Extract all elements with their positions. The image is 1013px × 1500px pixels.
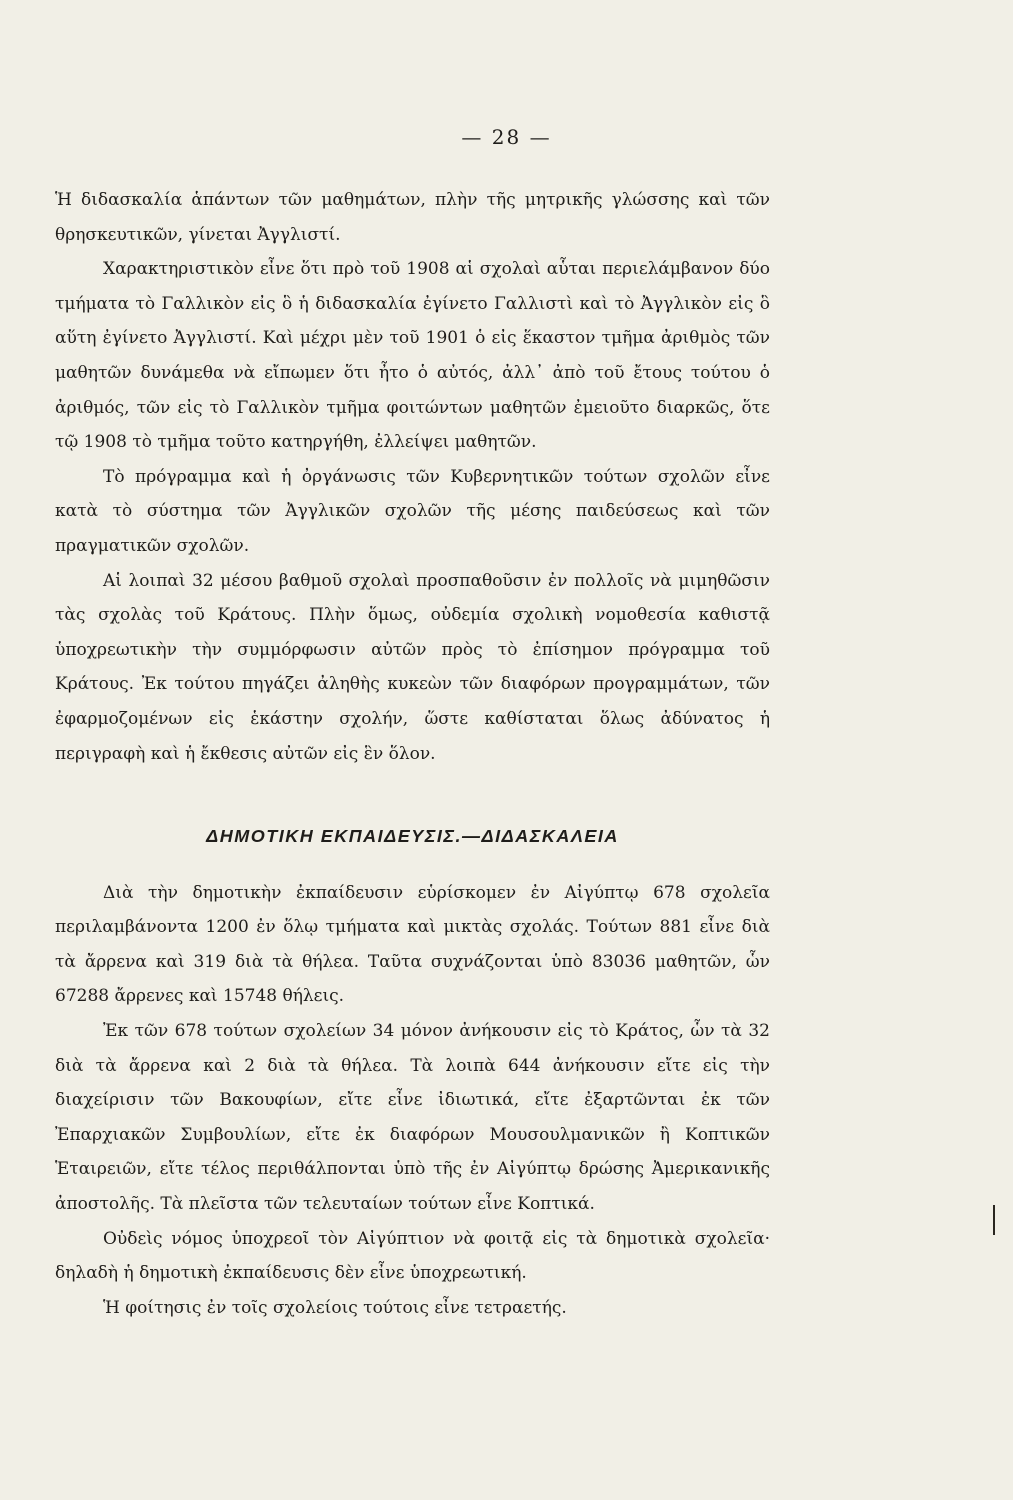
paragraph-5: Διὰ τὴν δημοτικὴν ἐκπαίδευσιν εὑρίσκομεν ἐν Αἰγύπτῳ 678 σχολεῖα περιλαμβάνοντα 1200 ἐν ὅλῳ τμήματα καὶ μικτὰς σχολάς. Τούτων 881 εἶνε διὰ τὰ ἄρρενα καὶ 319 διὰ τὰ θήλεα. Ταῦτα συχνάζονται ὑπὸ 83036 μαθητῶν, ὧν 67288 ἄρρενες καὶ 15748 θήλεις. (55, 882, 770, 1007)
page-body (55, 183, 770, 1325)
paragraph-6: Ἐκ τῶν 678 τούτων σχολείων 34 μόνον ἀνήκουσιν εἰς τὸ Κράτος, ὧν τὰ 32 διὰ τὰ ἄρρενα καὶ 2 διὰ τὰ θήλεα. Τὰ λοιπὰ 644 ἀνήκουσιν εἴτε εἰς τὴν διαχείρισιν τῶν Βακουφίων, εἴτε εἶνε ἰδιωτικά, εἴτε ἐξαρτῶνται ἐκ τῶν Ἐπαρχιακῶν Συμβουλίων, εἴτε ἐκ διαφόρων Μουσουλμανικῶν ἢ Κοπτικῶν Ἑταιρειῶν, εἴτε τέλος περιθάλπονται ὑπὸ τῆς ἐν Αἰγύπτῳ δρώσης Ἀμερικανικῆς ἀποστολῆς. Τὰ πλεῖστα τῶν τελευταίων τούτων εἶνε Κοπτικά. (55, 1021, 770, 1215)
page-number: — 28 — (461, 125, 552, 149)
paragraph-4: Αἱ λοιπαὶ 32 μέσου βαθμοῦ σχολαὶ προσπαθοῦσιν ἐν πολλοῖς νὰ μιμηθῶσιν τὰς σχολὰς τοῦ Κράτους. Πλὴν ὅμως, οὐδεμία σχολικὴ νομοθεσία καθιστᾷ ὑποχρεωτικὴν τὴν συμμόρφωσιν αὐτῶν πρὸς τὸ ἐπίσημον πρόγραμμα τοῦ Κράτους. Ἐκ τούτου πηγάζει ἀληθὴς κυκεὼν τῶν διαφόρων προγραμμάτων, τῶν ἐφαρμοζομένων εἰς ἑκάστην σχολήν, ὥστε καθίσταται ὅλως ἀδύνατος ἡ περιγραφὴ καὶ ἡ ἔκθεσις αὐτῶν εἰς ἓν ὅλον. (55, 570, 770, 764)
scan-edge-mark (993, 1205, 995, 1235)
paragraph-8: Ἡ φοίτησις ἐν τοῖς σχολείοις τούτοις εἶνε τετραετής. (103, 1297, 567, 1318)
section-heading: ΔΗΜΟΤΙΚΗ ΕΚΠΑΙΔΕΥΣΙΣ.—ΔΙΔΑΣΚΑΛΕΙΑ (206, 826, 619, 847)
paragraph-3: Τὸ πρόγραμμα καὶ ἡ ὀργάνωσις τῶν Κυβερνητικῶν τούτων σχολῶν εἶνε κατὰ τὸ σύστημα τῶν Ἀγγλικῶν σχολῶν τῆς μέσης παιδεύσεως καὶ τῶν πραγματικῶν σχολῶν. (55, 466, 770, 556)
paragraph-1: Ἡ διδασκαλία ἁπάντων τῶν μαθημάτων, πλὴν τῆς μητρικῆς γλώσσης καὶ τῶν θρησκευτικῶν, γίνεται Ἀγγλιστί. (55, 190, 770, 245)
paragraph-7: Οὐδεὶς νόμος ὑποχρεοῖ τὸν Αἰγύπτιον νὰ φοιτᾷ εἰς τὰ δημοτικὰ σχολεῖα· δηλαδὴ ἡ δημοτικὴ ἐκπαίδευσις δὲν εἶνε ὑποχρεωτική. (55, 1228, 770, 1284)
paragraph-2: Χαρακτηριστικὸν εἶνε ὅτι πρὸ τοῦ 1908 αἱ σχολαὶ αὗται περιελάμβανον δύο τμήματα τὸ Γαλλικὸν εἰς ὃ ἡ διδασκαλία ἐγίνετο Γαλλιστὶ καὶ τὸ Ἀγγλικὸν εἰς ὃ αὕτη ἐγίνετο Ἀγγλιστί. Καὶ μέχρι μὲν τοῦ 1901 ὁ εἰς ἕκαστον τμῆμα ἀριθμὸς τῶν μαθητῶν δυνάμεθα νὰ εἴπωμεν ὅτι ἦτο ὁ αὐτός, ἀλλ᾽ ἀπὸ τοῦ ἔτους τούτου ὁ ἀριθμός, τῶν εἰς τὸ Γαλλικὸν τμῆμα φοιτώντων μαθητῶν ἐμειοῦτο διαρκῶς, ὅτε τῷ 1908 τὸ τμῆμα τοῦτο κατηργήθη, ἐλλείψει μαθητῶν. (55, 259, 770, 453)
